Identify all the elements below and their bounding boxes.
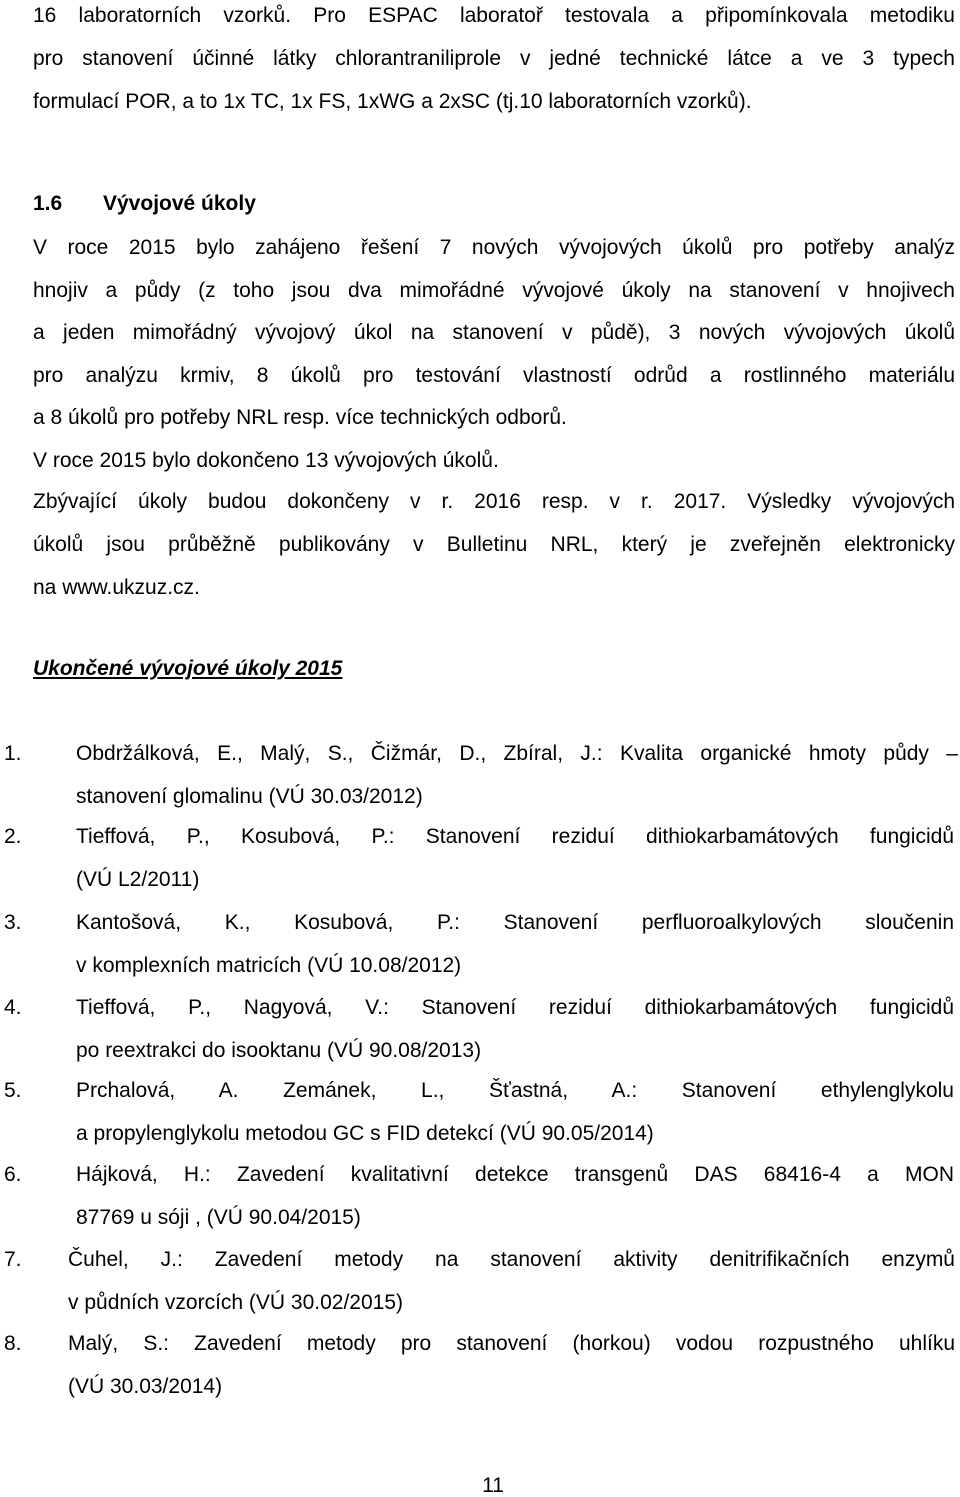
list-item [0,742,960,808]
list-item-number: 3. [4,911,22,934]
section-number: 1.6 [33,192,63,215]
list-item [0,825,960,891]
section-para-line-9: na www.ukzuz.cz. [33,576,200,599]
section-title: Vývojové úkoly [103,192,256,215]
list-item-line-1: Tieffová, P., Nagyová, V.: Stanovení reziduí dithiokarbamátových fungicidů [76,996,954,1019]
list-item-line-1: Obdržálková, E., Malý, S., Čižmár, D., Zbíral, J.: Kvalita organické hmoty půdy – [76,742,958,765]
list-item-number: 7. [4,1248,22,1271]
list-item-line-2: (VÚ L2/2011) [76,868,200,891]
list-item-line-2: (VÚ 30.03/2014) [68,1375,223,1398]
list-item-line-1: Tieffová, P., Kosubová, P.: Stanovení reziduí dithiokarbamátových fungicidů [76,825,954,848]
section-para-line-5: a 8 úkolů pro potřeby NRL resp. více technických odborů. [33,406,567,429]
list-item-number: 8. [4,1332,22,1355]
intro-line-3: formulací POR, a to 1x TC, 1x FS, 1xWG a 2xSC (tj.10 laboratorních vzorků). [33,90,752,113]
list-item-number: 6. [4,1163,22,1186]
section-heading [33,193,256,214]
section-para-line-8: úkolů jsou průběžně publikovány v Bulletinu NRL, který je zveřejněn elektronicky [33,533,955,556]
list-item [0,996,960,1062]
list-item [0,1163,960,1229]
list-item-number: 4. [4,996,22,1019]
list-item [0,1079,960,1145]
list-item-line-2: a propylenglykolu metodou GC s FID detekcí (VÚ 90.05/2014) [76,1122,654,1145]
list-item-line-1: Čuhel, J.: Zavedení metody na stanovení aktivity denitrifikačních enzymů [68,1248,955,1271]
section-para-line-1: V roce 2015 bylo zahájeno řešení 7 nových vývojových úkolů pro potřeby analýz [33,236,955,259]
list-item-number: 2. [4,825,22,848]
section-para-line-7: Zbývající úkoly budou dokončeny v r. 2016 resp. v r. 2017. Výsledky vývojových [33,490,955,513]
list-item-number: 1. [4,742,22,765]
list-item-number: 5. [4,1079,22,1102]
list-item-line-1: Hájková, H.: Zavedení kvalitativní detekce transgenů DAS 68416-4 a MON [76,1163,954,1186]
section-para-line-2: hnojiv a půdy (z toho jsou dva mimořádné vývojové úkoly na stanovení v hnojivech [33,279,955,302]
section-para-line-6: V roce 2015 bylo dokončeno 13 vývojových úkolů. [33,449,499,472]
page-number: 11 [482,1474,504,1497]
list-item-line-2: v komplexních matricích (VÚ 10.08/2012) [76,954,462,977]
list-item-line-1: Prchalová, A. Zemánek, L., Šťastná, A.: Stanovení ethylenglykolu [76,1079,954,1102]
list-item [0,911,960,977]
list-item-line-1: Malý, S.: Zavedení metody pro stanovení (horkou) vodou rozpustného uhlíku [68,1332,955,1355]
list-item [0,1332,960,1398]
list-item-line-2: 87769 u sóji , (VÚ 90.04/2015) [76,1206,361,1229]
list-item-line-1: Kantošová, K., Kosubová, P.: Stanovení perfluoroalkylových sloučenin [76,911,954,934]
section-para-line-3: a jeden mimořádný vývojový úkol na stanovení v půdě), 3 nových vývojových úkolů [33,321,955,344]
intro-line-1: 16 laboratorních vzorků. Pro ESPAC laboratoř testovala a připomínkovala metodiku [33,4,955,27]
section-para-line-4: pro analýzu krmiv, 8 úkolů pro testování vlastností odrůd a rostlinného materiálu [33,364,955,387]
list-item [0,1248,960,1314]
completed-title: Ukončené vývojové úkoly 2015 [33,657,343,680]
list-item-line-2: v půdních vzorcích (VÚ 30.02/2015) [68,1291,404,1314]
list-item-line-2: stanovení glomalinu (VÚ 30.03/2012) [76,785,423,808]
list-item-line-2: po reextrakci do isooktanu (VÚ 90.08/2013) [76,1039,482,1062]
intro-line-2: pro stanovení účinné látky chlorantraniliprole v jedné technické látce a ve 3 typech [33,47,955,70]
